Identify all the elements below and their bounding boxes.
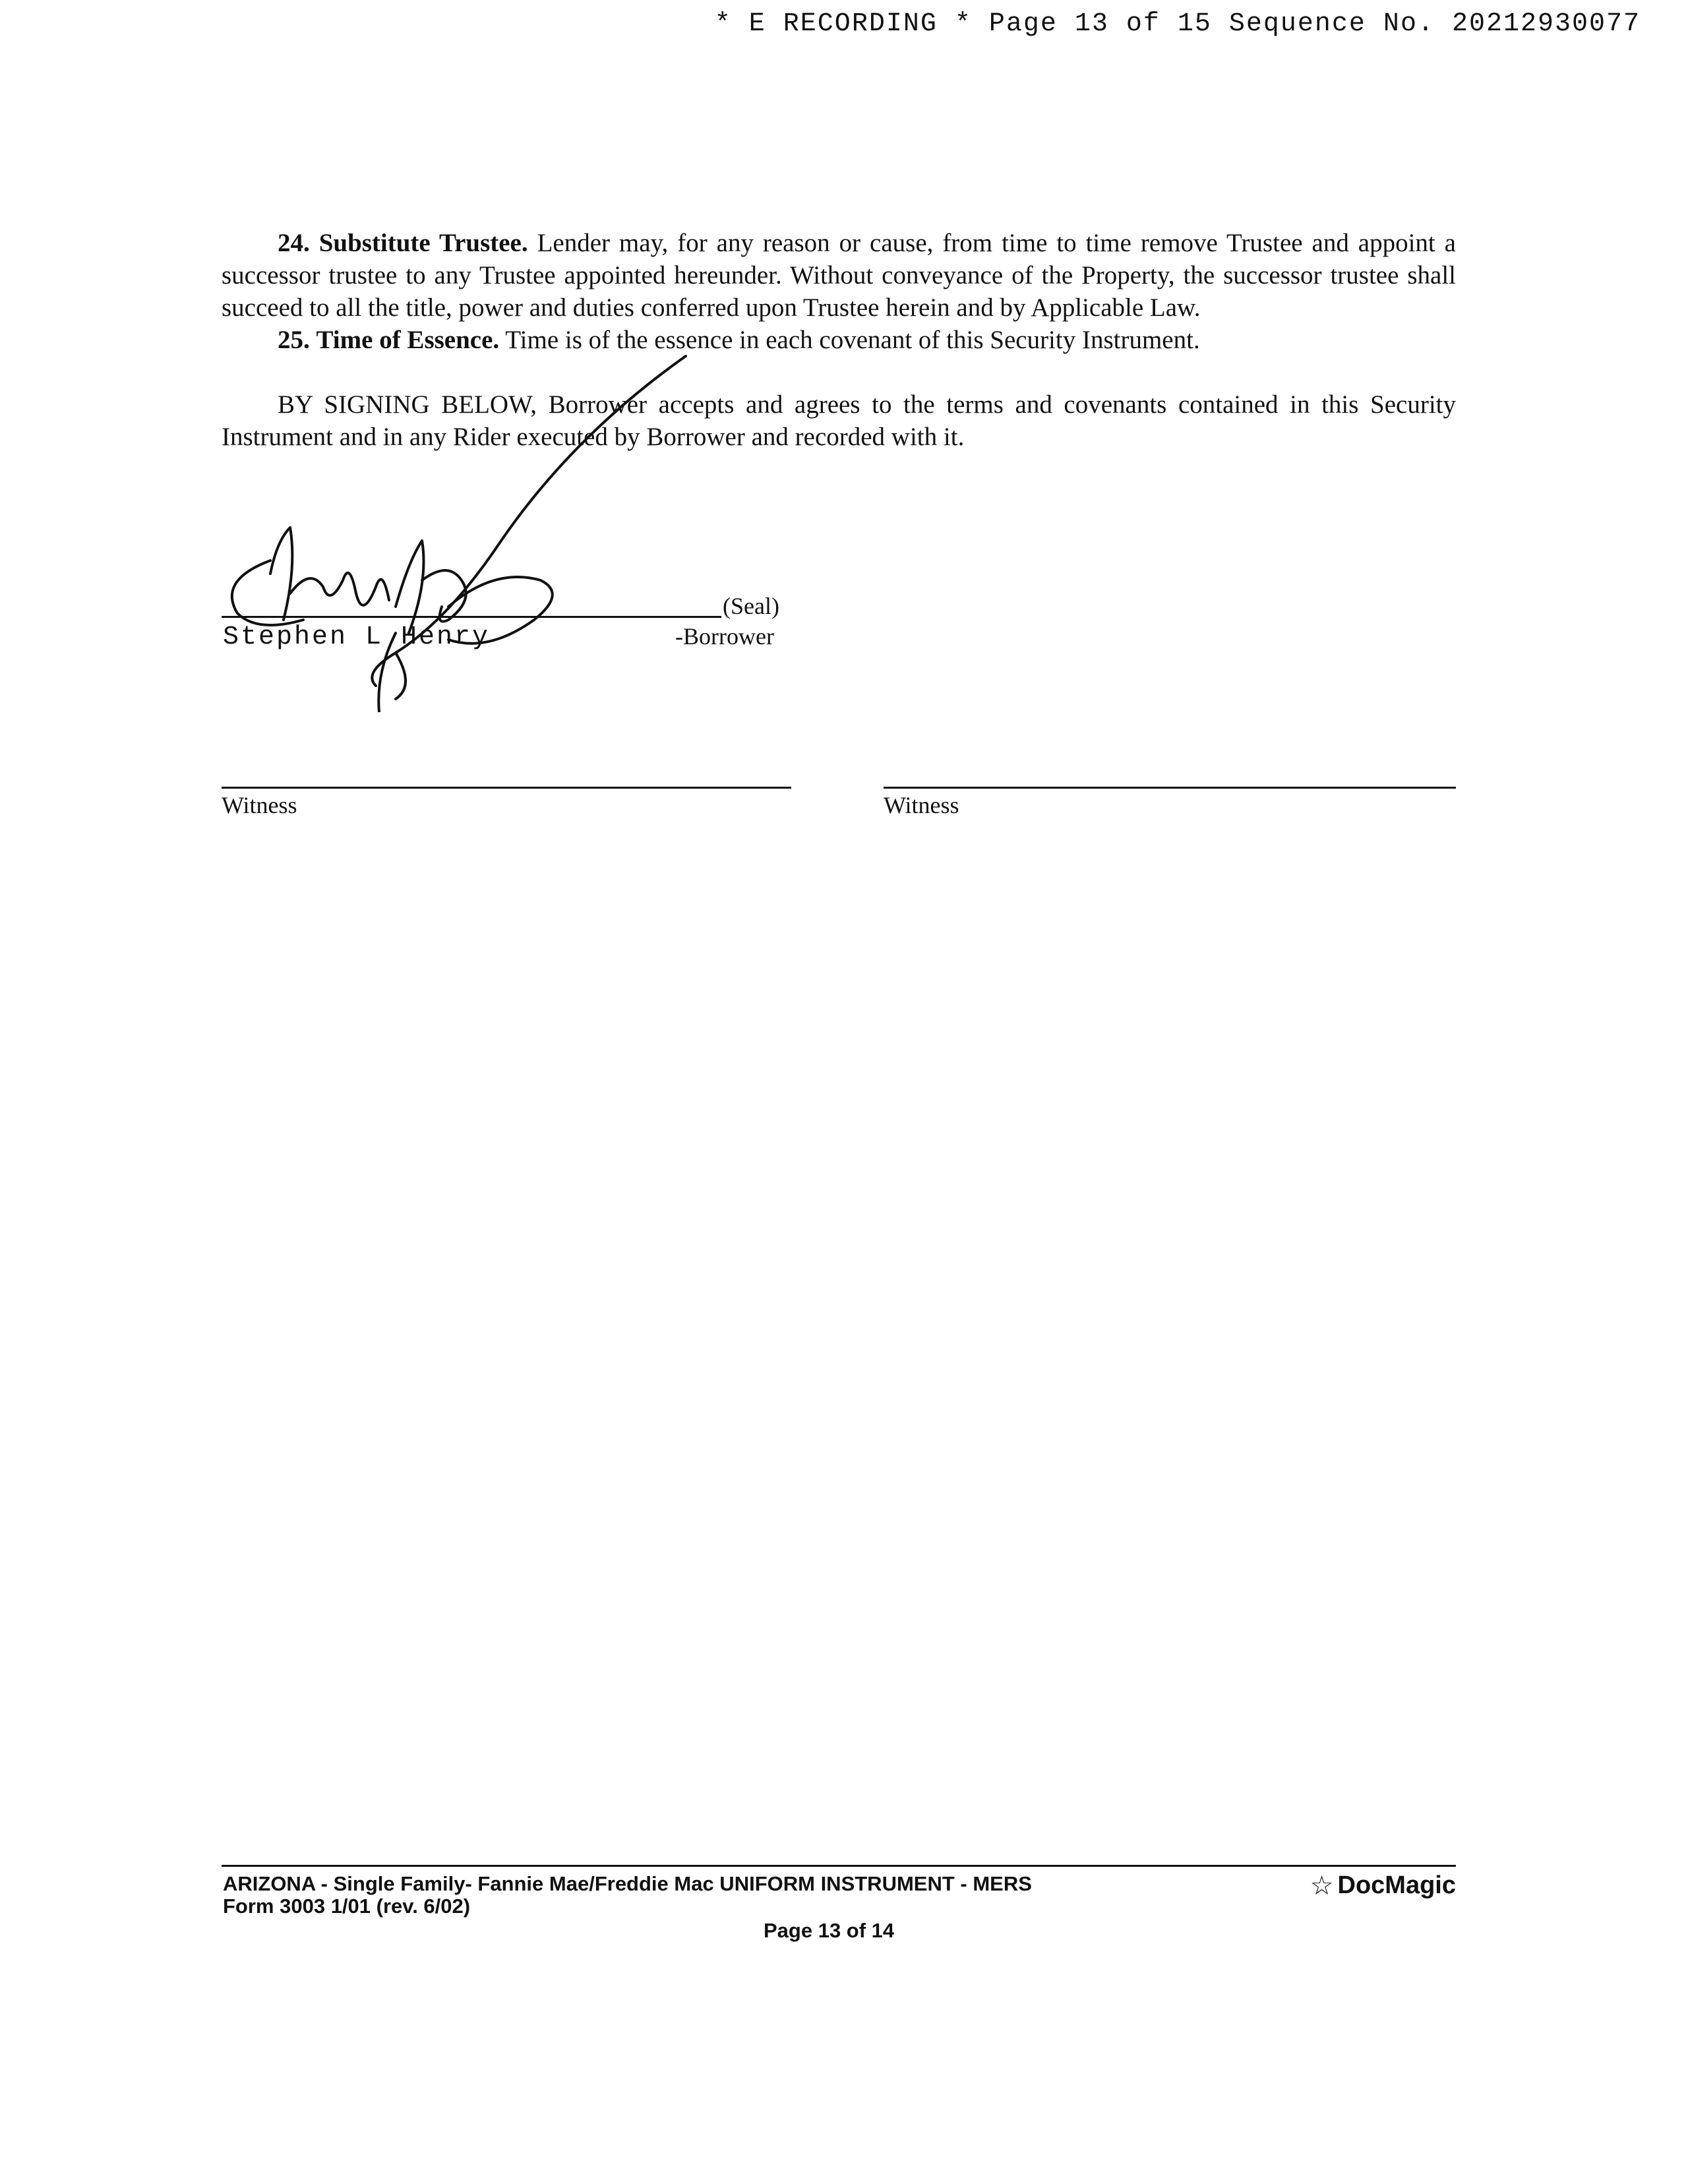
borrower-name: Stephen L Henry [223, 622, 491, 652]
star-icon: ☆ [1310, 1871, 1334, 1900]
witness-line-right [884, 787, 1456, 789]
signing-statement-text: BY SIGNING BELOW, Borrower accepts and agrees to the terms and covenants contained in this Security Instrument and in any Rider executed by Borrower and recorded with it. [222, 390, 1456, 451]
footer-form-info [223, 1873, 1032, 1918]
recording-header: * E RECORDING * Page 13 of 15 Sequence No. 20212930077 [714, 9, 1641, 39]
witness-label-right: Witness [884, 792, 959, 818]
section-25 [222, 324, 1456, 356]
docmagic-brand: DocMagic [1337, 1871, 1456, 1899]
section-24-title: Substitute Trustee. [318, 229, 528, 257]
borrower-signature-line [222, 616, 721, 618]
seal-label: (Seal) [723, 593, 779, 619]
footer-line-2: Form 3003 1/01 (rev. 6/02) [223, 1895, 471, 1918]
section-25-text: Time is of the essence in each covenant of this Security Instrument. [505, 326, 1200, 354]
witness-label-left: Witness [222, 792, 297, 818]
signing-statement [222, 388, 1456, 453]
section-25-number: 25. [278, 326, 310, 354]
section-24 [222, 227, 1456, 324]
section-24-number: 24. [278, 229, 310, 257]
docmagic-logo [1310, 1871, 1456, 1900]
witness-line-left [222, 787, 791, 789]
footer-line-1: ARIZONA - Single Family- Fannie Mae/Freddie Mac UNIFORM INSTRUMENT - MERS [223, 1872, 1032, 1895]
section-25-title: Time of Essence. [316, 326, 500, 354]
section-24-text: Lender may, for any reason or cause, from time to time remove Trustee and appoint a successor trustee to any Trustee appointed hereunder. Without conveyance of the Property, the successor trustee shall succeed to all the title, power and duties conferred upon Trustee herein and by Applicable Law. [222, 229, 1456, 322]
footer-page-number: Page 13 of 14 [764, 1919, 895, 1942]
borrower-role: -Borrower [675, 623, 774, 650]
footer-rule [222, 1865, 1456, 1867]
